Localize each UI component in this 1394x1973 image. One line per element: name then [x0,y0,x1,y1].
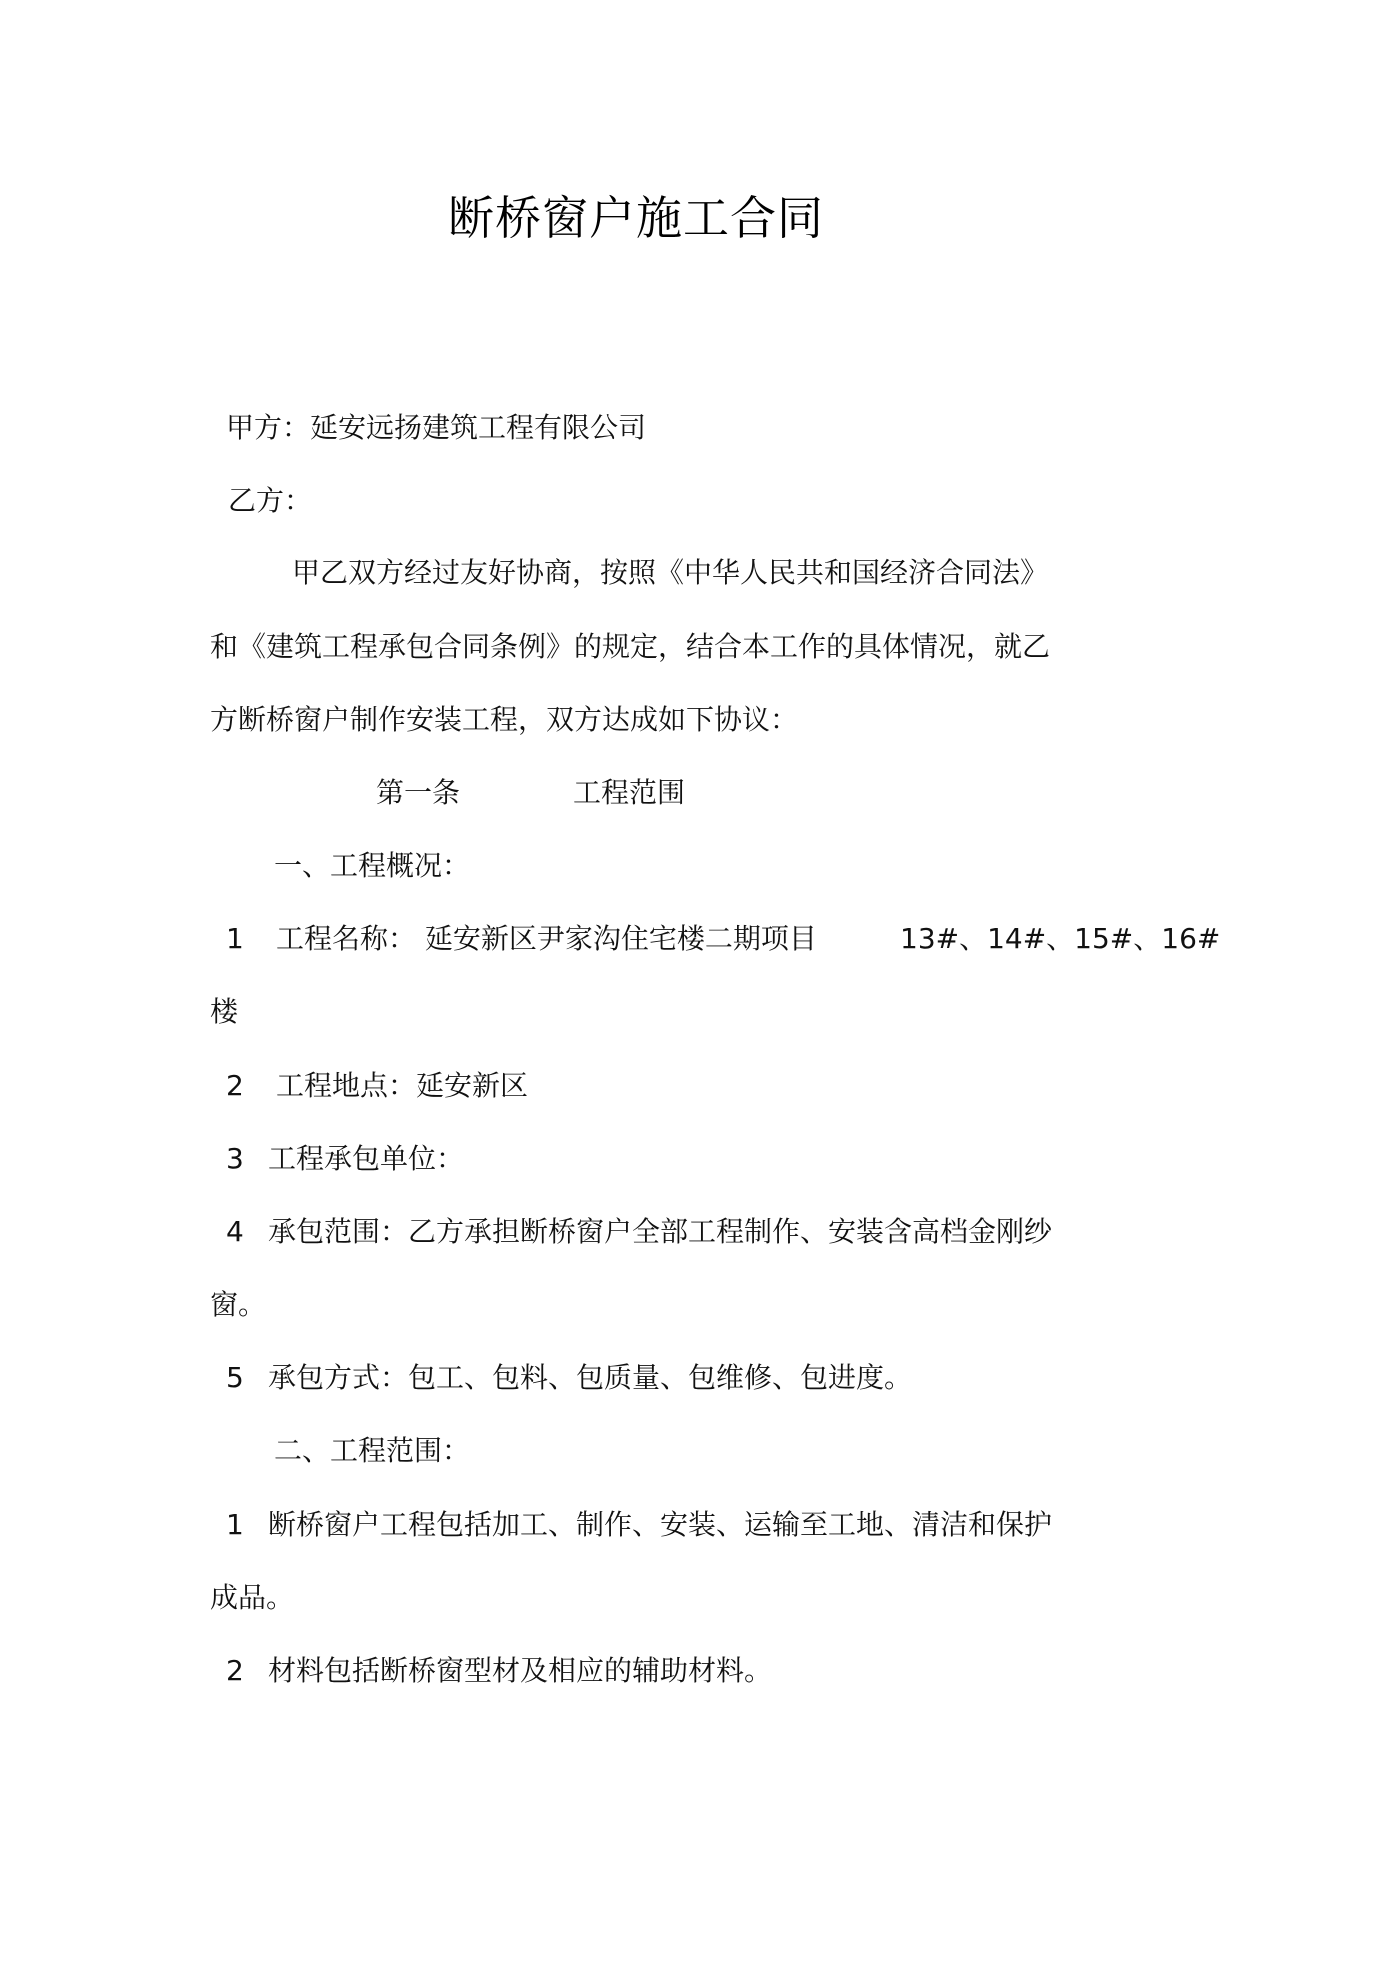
article-1-title: 工程范围 [573,776,686,809]
document-title: 断桥窗户施工合同 [448,191,824,245]
scope-1-text: 断桥窗户工程包括加工、制作、安装、运输至工地、清洁和保护 [268,1508,1053,1541]
item-4-text: 承包范围：乙方承担断桥窗户全部工程制作、安装含高档金刚纱 [268,1215,1053,1248]
item-3-number: 3 [226,1142,244,1175]
item-1-number: 1 [226,922,244,955]
item-1-continuation: 楼 [210,995,239,1028]
item-2-text: 工程地点：延安新区 [276,1069,529,1102]
party-b-line: 乙方： [228,484,313,517]
intro-paragraph-line-1: 甲乙双方经过友好协商，按照《中华人民共和国经济合同法》 [292,556,1049,589]
item-2-number: 2 [226,1069,244,1102]
scope-2-number: 2 [226,1654,244,1687]
intro-paragraph-line-3: 方断桥窗户制作安装工程，双方达成如下协议： [210,703,799,736]
item-4-number: 4 [226,1215,244,1248]
intro-paragraph-line-2: 和《建筑工程承包合同条例》的规定，结合本工作的具体情况，就乙 [210,630,1051,663]
party-a-line: 甲方：延安远扬建筑工程有限公司 [226,411,647,444]
article-1-number: 第一条 [376,776,461,809]
item-5-number: 5 [226,1361,244,1394]
item-3-text: 工程承包单位： [268,1142,465,1175]
item-4-continuation: 窗。 [210,1288,267,1321]
section-2-heading: 二、工程范围： [274,1434,471,1467]
item-1-text: 工程名称： 延安新区尹家沟住宅楼二期项目 [276,922,817,955]
item-1-buildings: 13#、14#、15#、16# [900,922,1221,955]
scope-1-continuation: 成品。 [210,1581,295,1614]
item-5-text: 承包方式：包工、包料、包质量、包维修、包进度。 [268,1361,913,1394]
section-1-heading: 一、工程概况： [274,849,471,882]
scope-1-number: 1 [226,1508,244,1541]
scope-2-text: 材料包括断桥窗型材及相应的辅助材料。 [268,1654,773,1687]
